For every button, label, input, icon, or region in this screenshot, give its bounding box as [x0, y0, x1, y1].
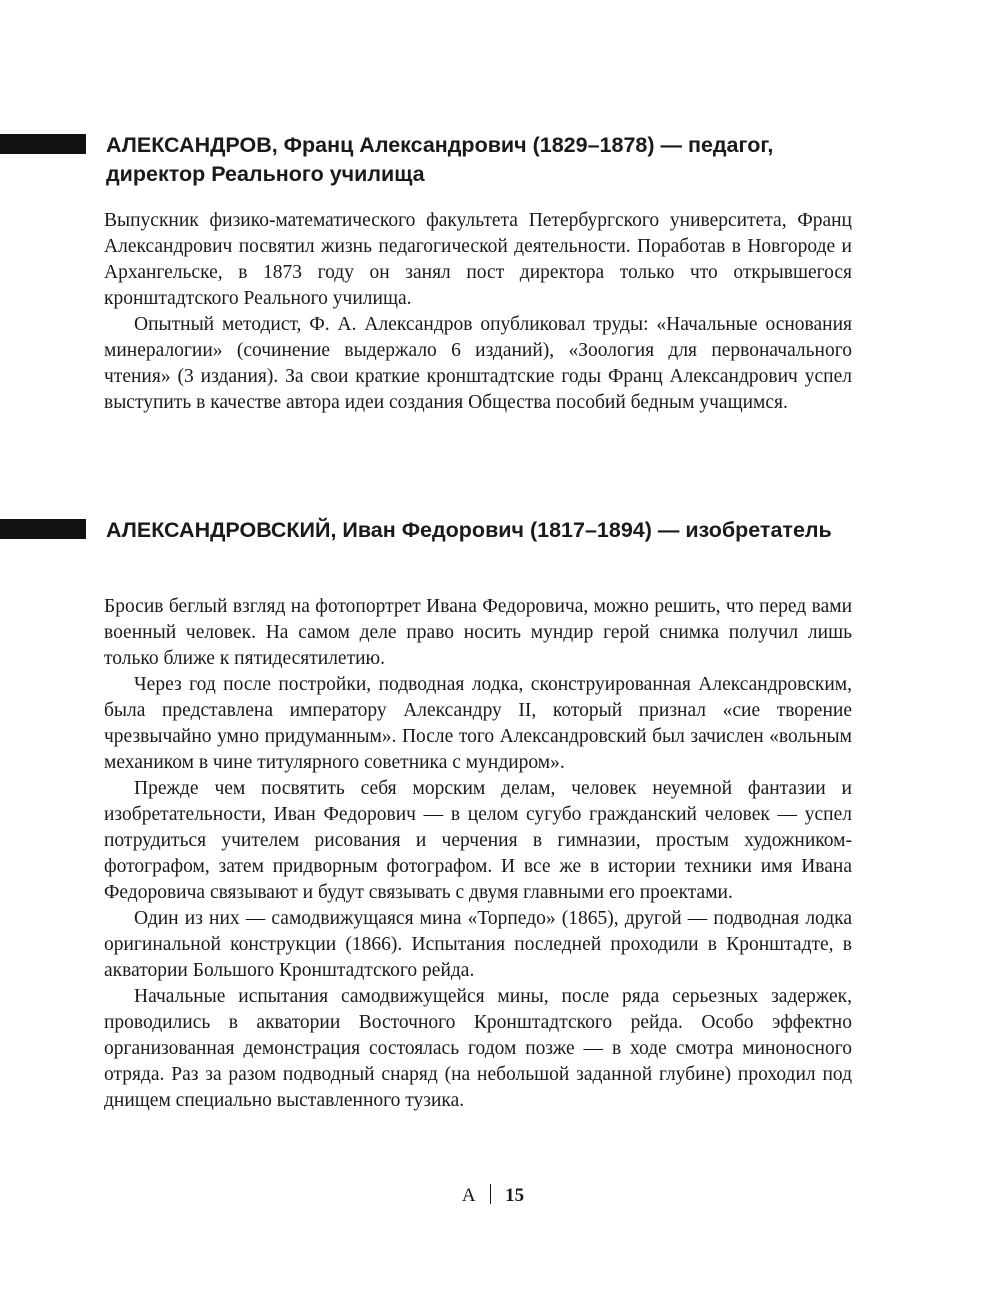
paragraph: Один из них — самодвижущаяся мина «Торпедо» (1865), другой — подводная лодка оригинальной конструкции (1866). Испытания последней проходили в Кронштадте, в акватории Большого Кронштадтского рейда. [104, 908, 852, 981]
entry-body [104, 208, 852, 416]
paragraph: Прежде чем посвятить себя морским делам, человек неуемной фантазии и изобретательности, Иван Федорович — в целом сугубо гражданский человек — успел потрудиться учителем рисования и черчения в гимназии, простым художником-фотографом, затем придворным фотографом. И все же в истории техники имя Ивана Федоровича связывают и будут связывать с двумя главными его проектами. [104, 778, 852, 903]
paragraph: Бросив беглый взгляд на фотопортрет Ивана Федоровича, можно решить, что перед вами военный человек. На самом деле право носить мундир герой снимка получил лишь только ближе к пятидесятилетию. [104, 596, 852, 669]
section-letter: А [461, 1185, 476, 1206]
paragraph: Выпускник физико-математического факультета Петербургского университета, Франц Александрович посвятил жизнь педагогической деятельности. Поработав в Новгороде и Архангельске, в 1873 году он занял пост директора только что открывшегося кронштадтского Реального училища. [104, 210, 852, 309]
paragraph: Начальные испытания самодвижущейся мины, после ряда серьезных задержек, проводились в акватории Восточного Кронштадтского рейда. Особо эффектно организованная демонстрация состоялась годом позже — в ходе смотра миноносного отряда. Раз за разом подводный снаряд (на небольшой заданной глубине) проходил под днищем специально выставленного тузика. [104, 986, 852, 1111]
paragraph: Через год после постройки, подводная лодка, сконструированная Александровским, была представлена императору Александру II, который признал «сие творение чрезвычайно умно придуманным». После того Александровский был зачислен «вольным механиком в чине титулярного советника с мундиром». [104, 674, 852, 773]
paragraph: Опытный методист, Ф. А. Александров опубликовал труды: «Начальные основания минералогии» (сочинение выдержало 6 изданий), «Зоология для первоначального чтения» (3 издания). За свои краткие кронштадтские годы Франц Александрович успел выступить в качестве автора идеи создания Общества пособий бедным учащимся. [104, 314, 852, 413]
page-number: 15 [505, 1185, 525, 1206]
entry-heading: АЛЕКСАНДРОВСКИЙ, Иван Федорович (1817–1894) — изобретатель [106, 518, 832, 542]
page-footer [0, 1183, 986, 1209]
entry-body [104, 594, 852, 1114]
heading-marker-bar [0, 134, 86, 154]
heading-marker-bar [0, 519, 86, 539]
entry-heading: АЛЕКСАНДРОВ, Франц Александрович (1829–1878) — педагог, директор Реального училища [106, 133, 774, 186]
